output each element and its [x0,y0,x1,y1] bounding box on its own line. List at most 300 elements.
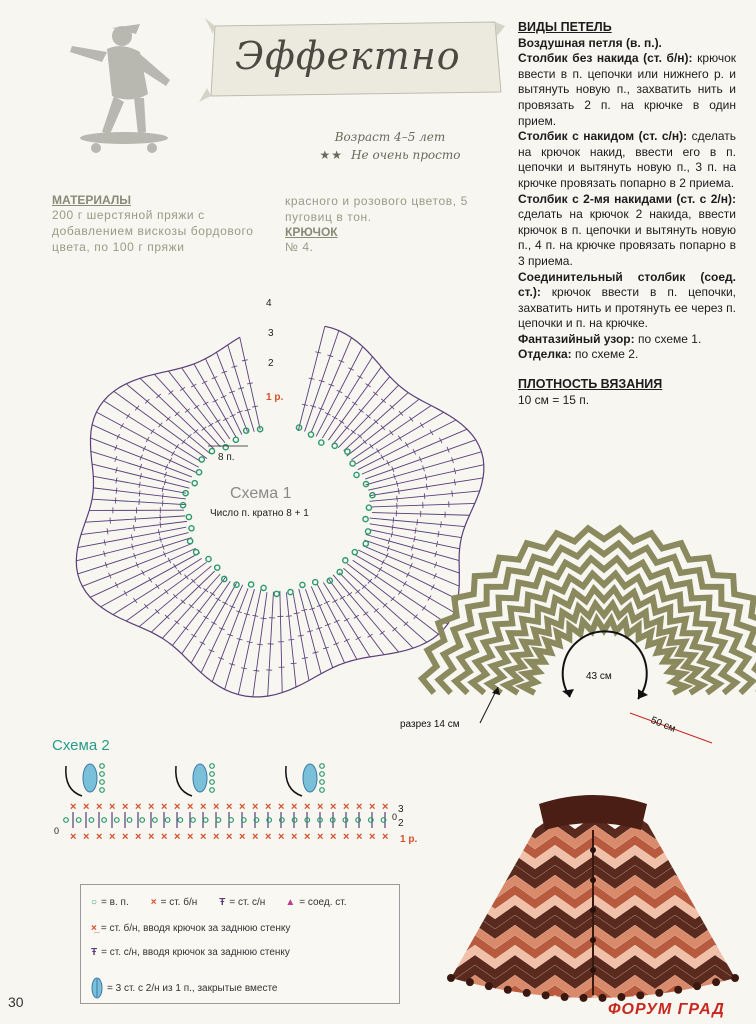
stitch-tick [417,519,418,525]
sc-mark: × [356,831,363,843]
chain-dot [261,585,266,590]
row-label-3: 3 [398,804,404,815]
row-label-2: 2 [268,358,274,369]
stitch-tick [134,525,135,531]
stitch-tick [175,444,178,449]
stitch-tick [182,439,186,444]
legend-row-3: Ŧ = ст. с/н, вводя крючок за заднюю стенку [91,947,290,958]
stitch-tick [288,639,294,640]
button [590,877,596,883]
bobble [466,978,474,986]
chain-dot [196,470,201,475]
sc-mark: × [291,831,298,843]
stitch-item: Столбик без накида (ст. б/н): крючок ввести в п. цепочки или нижнего р. и вытянуть новую п., захватить нить и провязать 2 п. на крючке в один прием. [518,51,736,128]
button [590,907,596,913]
stitch-tick [253,670,259,671]
sc-mark: × [109,801,116,813]
direction-arrow [286,766,302,796]
dc-back-symbol-icon: Ŧ [91,947,98,958]
stitch-tick [247,642,253,643]
chain-dot [337,569,342,574]
stitch-tick [381,455,384,460]
chain-dot [127,818,132,823]
sc-mark: × [83,831,90,843]
age-label: Возраст 4–5 лет [334,130,446,144]
stitches-heading: ВИДЫ ПЕТЕЛЬ [518,20,612,34]
stitch-tick [344,426,349,430]
stitch-tick [415,528,416,534]
sc-mark: × [213,801,220,813]
stitch-tick [107,528,108,534]
stitch-tick [215,420,220,423]
sc-mark: × [343,801,350,813]
stitch-tick [389,430,393,435]
stitch-tick [403,581,406,586]
sc-mark: × [369,801,376,813]
length-measure: 50 см [649,714,678,735]
stitch-tick [173,564,176,569]
materials-text-2: красного и розового цветов, 5 пуговиц в тон. [285,194,468,224]
stitch-tick [257,644,263,645]
skateboarder-silhouette [52,14,192,164]
stitch-tick [126,414,129,419]
stitch-tick [180,387,185,390]
difficulty-stars: ★★ [319,148,344,162]
stitch-tick [363,612,368,616]
density-value: 10 см = 15 п. [518,392,590,407]
chain-dot [153,818,158,823]
row-label-4: 4 [266,298,272,309]
stitch-tick [191,384,196,387]
chain-dot [165,818,170,823]
sc-mark: × [96,801,103,813]
chain-dot [100,780,105,785]
chain-dot [206,556,211,561]
chain-dot [203,818,208,823]
stitch-tick [247,383,253,384]
chain-dot [102,818,107,823]
stitch-tick [216,598,221,601]
sc-mark: × [278,801,285,813]
chain-dot [188,539,193,544]
bobble [523,989,531,997]
materials-column-2 [285,193,499,255]
stitch-tick [373,392,378,396]
stitch-item: Столбик с 2-мя накидами (ст. с 2/н): сделать на крючок 2 накида, ввести крючок в п. цепочки и вытянуть новую п., 4 п. на крючке провязать попарно в 3 приема. [518,191,736,268]
bobble [580,994,588,1002]
stitch-tick [332,600,337,603]
bobble [693,982,701,990]
chain-dot [186,514,191,519]
stitch-tick [191,634,196,637]
sc-mark: × [278,831,285,843]
direction-arrow [66,766,82,796]
chain-dot [365,529,370,534]
neck-measure: 43 см [586,671,612,682]
stitch-tick [398,436,401,441]
chain-dot [313,580,318,585]
stitch-tick [183,627,188,630]
stitch-tick [197,609,202,612]
stitch-tick [375,574,379,579]
stitch-tick [184,575,188,580]
stitch-tick [172,451,175,456]
legend-row-1: ○ = в. п. × = ст. б/н Ŧ = ст. с/н ▲ = соед. ст. [91,897,347,908]
stitch-tick [420,423,423,428]
stitch-tick [139,490,140,496]
stitch-tick [454,479,455,485]
stitch-tick [291,663,297,664]
sc-mark: × [148,831,155,843]
slip-symbol-icon: ▲ [285,897,296,908]
stitch-tick [210,592,215,595]
sc-mark: × [369,831,376,843]
sc-mark: × [187,831,194,843]
sc-mark: × [239,801,246,813]
cluster-mark [83,764,97,792]
stitch-tick [124,591,127,596]
chain-dot [343,558,348,563]
stitch-tick [211,622,216,625]
page-title: Эффектно [235,34,461,78]
stitch-tick [294,613,300,614]
chain-dot [366,505,371,510]
sc-mark: × [330,801,337,813]
stitch-tick [208,423,213,426]
stitch-tick [424,493,425,499]
button [590,847,596,853]
stitch-tick [409,417,413,422]
sc-mark: × [382,831,389,843]
stitch-tick [422,606,426,611]
sc-mark: × [96,831,103,843]
sc-mark: × [148,801,155,813]
stitch-tick [398,590,402,595]
chain-dot [288,589,293,594]
bobble [655,989,663,997]
chain-dot [209,449,214,454]
sc-mark: × [382,801,389,813]
chain-dot [320,780,325,785]
chain-dot [352,550,357,555]
cluster-symbol-icon [91,977,103,999]
stitch-item: Воздушная петля (в. п.). [518,35,662,50]
stitch-tick [438,531,439,537]
stitch-tick [213,399,218,402]
stitch-tick [178,570,182,575]
symbols-legend [80,884,400,1004]
hook-value: № 4. [285,240,314,254]
stitch-tick [194,405,199,408]
stitch-tick [162,493,163,499]
stitch-tick [242,360,248,361]
stitch-tick [405,442,408,447]
bobble [447,974,455,982]
stitch-tick [441,521,442,527]
chain-dot [320,772,325,777]
chain-dot [274,591,279,596]
stitch-tick [398,488,399,494]
chain-dot [300,582,305,587]
stitch-tick [252,406,258,407]
sc-mark: × [161,831,168,843]
stitch-tick [339,420,344,423]
bobble [674,986,682,994]
stitch-tick [120,423,123,428]
stitch-tick [376,449,379,454]
direction-arrow [176,766,192,796]
stitch-tick [382,560,385,565]
stitch-item: Соединительный столбик (соед. ст.): крючок ввести в п. цепочки, захватить нить и протянуть ее через п. цепочки и п. на крючке. [518,269,736,331]
density-heading: ПЛОТНОСТЬ ВЯЗАНИЯ [518,377,663,392]
legend-row-2: ×̲ = ст. б/н, вводя крючок за заднюю стенку [91,923,291,934]
sc-mark: × [122,801,129,813]
zero-label: 0 [392,812,398,822]
sc-symbol-icon: × [150,897,157,908]
dc-symbol-icon: Ŧ [219,897,226,908]
stitch-tick [252,615,258,616]
title-banner [195,18,505,100]
stitch-tick [260,618,266,619]
sc-mark: × [70,831,77,843]
stitch-tick [164,589,168,594]
stitch-tick [202,381,207,384]
stitch-tick [144,604,148,609]
sc-mark: × [135,831,142,843]
stitch-tick [428,596,431,601]
stitch-tick [370,444,374,449]
sc-mark: × [252,801,259,813]
bobble [561,993,569,1001]
sc-mark: × [187,801,194,813]
chain-dot [115,818,120,823]
chain-dot [89,818,94,823]
schema-2-diagram [40,730,420,850]
sc-mark: × [200,801,207,813]
bobble [636,991,644,999]
chain-dot [140,818,145,823]
chain-dot [308,432,313,437]
chain-dot [194,550,199,555]
stitch-tick [340,596,345,599]
chain-dot [332,443,337,448]
chain-dot [216,818,221,823]
button [590,967,596,973]
edging-stitches [64,764,389,843]
row-label-1: 1 р. [400,834,418,845]
sc-mark: × [200,831,207,843]
sc-mark: × [161,801,168,813]
chain-dot [189,526,194,531]
chain-dot [363,541,368,546]
chain-dot [356,818,361,823]
chain-dot [199,457,204,462]
stitch-tick [298,635,304,636]
chain-dot [191,818,196,823]
row-label-1: 1 р. [266,392,284,403]
chain-dot [319,440,324,445]
zigzag-stripes [422,528,756,693]
stitch-tick [359,409,364,413]
chain-dot [223,445,228,450]
chain-symbol-icon: ○ [91,897,98,908]
stitch-tick [356,637,361,640]
materials-column-1 [52,193,276,255]
stitch-tick [116,488,117,494]
chain-dot [210,764,215,769]
sc-mark: × [226,831,233,843]
schema-1-title: Схема 1 [230,485,292,502]
stitch-tick [393,517,394,523]
stitch-tick [430,430,433,435]
stitch-tick [354,615,359,618]
chain-count-label: 8 п. [218,452,235,463]
watermark: ФОРУМ ГРАД [608,1001,725,1018]
chain-dot [180,503,185,508]
stitch-tick [222,602,227,605]
sc-mark: × [252,831,259,843]
stitch-item: Фантазийный узор: по схеме 1. [518,331,702,346]
chain-dot [363,516,368,521]
stitch-tick [160,522,161,528]
stitch-tick [366,384,371,387]
stitch-tick [302,658,308,659]
stitch-tick [392,524,393,530]
bobble [485,982,493,990]
sc-mark: × [239,831,246,843]
chain-dot [354,472,359,477]
poncho-photo [435,790,751,1012]
legend-row-4: = 3 ст. с 2/н из 1 п., закрытые вместе [91,977,278,999]
chain-dot [350,461,355,466]
sc-mark: × [174,801,181,813]
chain-dot [178,818,183,823]
sc-mark: × [343,831,350,843]
bobble [542,991,550,999]
row-label-3: 3 [268,328,274,339]
stitch-tick [426,484,427,490]
difficulty-level: Не очень просто [351,148,461,162]
chain-dot [100,764,105,769]
sc-mark: × [70,801,77,813]
row-label-2: 2 [398,818,404,829]
sc-mark: × [226,801,233,813]
bobble [598,994,606,1002]
cluster-mark [303,764,317,792]
bobble [617,993,625,1001]
sc-mark: × [317,801,324,813]
stitch-tick [332,416,337,419]
chain-dot [234,582,239,587]
stitch-tick [345,396,350,399]
chain-dot [345,449,350,454]
sc-mark: × [174,831,181,843]
sc-mark: × [317,831,324,843]
stitch-tick [203,616,208,619]
stitch-tick [203,402,208,405]
stitch-tick [431,584,434,589]
stitch-tick [156,584,160,589]
stitch-tick [146,437,149,442]
slit-measure: разрез 14 см [400,719,460,730]
cluster-mark [193,764,207,792]
chain-dot [64,818,69,823]
chain-dot [210,772,215,777]
sc-mark: × [213,831,220,843]
stitch-tick [452,491,453,497]
chain-dot [100,788,105,793]
sc-mark: × [265,801,272,813]
chain-dot [320,764,325,769]
stitch-tick [368,634,373,637]
chain-dot [210,780,215,785]
chain-dot [320,788,325,793]
schema-1-subtitle: Число п. кратно 8 + 1 [210,508,309,519]
stitch-tick [286,616,292,617]
sc-mark: × [135,801,142,813]
stitch-tick [347,592,352,596]
stitch-tick [344,618,349,621]
chain-dot [215,565,220,570]
stitch-tick [158,423,162,428]
stitch-tick [379,567,382,572]
stitch-tick [151,429,154,434]
sc-mark: × [109,831,116,843]
stitch-tick [149,577,152,582]
stitch-tick [200,642,205,645]
stitch-descriptions [518,20,736,408]
sc-mark: × [83,801,90,813]
stitch-tick [357,376,362,379]
sc-mark: × [291,801,298,813]
stitch-tick [241,668,247,669]
chain-dot [280,818,285,823]
stitch-tick [352,402,357,405]
sc-mark: × [265,831,272,843]
stitch-tick [397,496,398,502]
stitch-tick [380,631,385,635]
sc-mark: × [122,831,129,843]
materials-text-1: 200 г шерстяной пряжи с добавлением вискозы бордового цвета, по 100 г пряжи [52,208,254,254]
chain-dot [192,481,197,486]
bobble [712,978,720,986]
stitch-item: Отделка: по схеме 2. [518,347,639,362]
button [590,937,596,943]
sc-back-symbol-icon: ×̲ [91,923,97,934]
sc-mark: × [356,801,363,813]
chain-dot [249,582,254,587]
chain-dot [76,818,81,823]
stitch-item: Столбик с накидом (ст. с/н): сделать на крючок накид, ввести его в п. цепочки и вытянуть новую п., 3 п. на крючке провязать попарно в 2 приема. [518,129,736,190]
zero-label: 0 [54,826,60,836]
bobble [731,974,739,982]
stitch-tick [135,406,139,411]
hook-heading: КРЮЧОК [285,225,338,239]
bobble [504,986,512,994]
stitch-tick [133,598,137,603]
page-number: 30 [8,994,24,1010]
chain-dot [210,788,215,793]
sc-mark: × [330,831,337,843]
materials-heading: МАТЕРИАЛЫ [52,193,132,207]
sc-mark: × [304,801,311,813]
schema-2-title: Схема 2 [52,737,110,754]
chain-dot [100,772,105,777]
chain-dot [233,437,238,442]
stitch-tick [406,572,409,577]
difficulty-block [300,128,480,164]
shawl-schematic [400,515,746,755]
